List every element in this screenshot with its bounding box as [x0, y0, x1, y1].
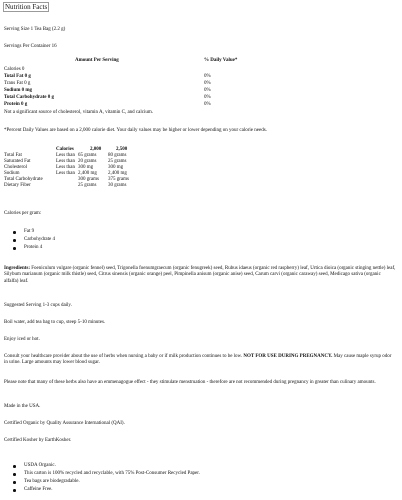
dv-header-2500: 2,500 [116, 147, 128, 152]
nutrient-row [4, 88, 234, 95]
list-item: Protein 4 [4, 245, 204, 253]
nutrient-dv: 0% [204, 81, 211, 86]
nutrient-name: Total Carbohydrate 0 g [4, 95, 54, 100]
nutrient-row [4, 95, 234, 102]
dv-nutrient: Total Fat [4, 153, 22, 158]
dv-2500: 2,400 mg [108, 171, 127, 176]
suggested-serving: Suggested Serving 1-3 cups daily. [4, 303, 72, 308]
nutrient-dv: 0% [204, 74, 211, 79]
dv-2000: 2,400 mg [78, 171, 97, 176]
dv-qualifier: Less than [56, 159, 76, 164]
daily-values-table [4, 147, 146, 189]
boil-instructions: Boil water, add tea bag to cup, steep 5-10 minutes. [4, 320, 106, 325]
nutrient-row [4, 81, 234, 88]
nutrient-name: Protein 0 g [4, 102, 28, 107]
calories-per-gram-list [4, 229, 204, 253]
list-item: Fat 9 [4, 229, 204, 237]
nutrient-row [4, 74, 234, 81]
daily-value-header: % Daily Value* [204, 58, 238, 63]
list-item: Tea bags are biodegradable. [4, 479, 394, 487]
enjoy-note: Enjoy iced or hot. [4, 337, 40, 342]
certified-organic: Certified Organic by Quality Assurance International (QAI). [4, 421, 125, 426]
dv-qualifier: Less than [56, 153, 76, 158]
servings-per-container: Servings Per Container 16 [4, 44, 57, 49]
pregnancy-warning: NOT FOR USE DURING PREGNANCY. [243, 354, 333, 359]
warning-paragraph [4, 354, 396, 367]
not-significant-note: Not a significant source of cholesterol, vitamin A, vitamin C, and calcium. [4, 110, 153, 115]
dv-nutrient: Total Carbohydrate [4, 177, 43, 182]
dv-2500: 25 grams [108, 159, 127, 164]
dv-qualifier: Less than [56, 171, 76, 176]
dv-2000: 20 grams [78, 159, 97, 164]
nutrient-name: Calories 0 [4, 67, 25, 72]
dv-nutrient: Dietary Fiber [4, 183, 31, 188]
amount-per-serving-header: Amount Per Serving [75, 58, 119, 63]
final-list [4, 463, 394, 495]
dv-2000: 300 grams [78, 177, 99, 182]
nutrient-name: Trans Fat 0 g [4, 81, 31, 86]
nutrient-dv: 0% [204, 95, 211, 100]
dv-2000: 65 grams [78, 153, 97, 158]
dv-nutrient: Saturated Fat [4, 159, 31, 164]
page-title: Nutrition Facts [5, 3, 48, 11]
dv-qualifier: Less than [56, 165, 76, 170]
nutrient-name: Total Fat 0 g [4, 74, 31, 79]
ingredients-text: Foeniculum vulgare (organic fennel) seed, Trigonella foenumgraecum (organic fenugreek) seed, Rubus idaeus (organic red raspberry) leaf, Urtica dioica (organic stinging nettle) leaf, Silybum marianum (organic milk thistle) seed, Citrus sinensis (organic orange) peel, Pimpinella anisum (organic anise) seed, Carum carvi (organic caraway) seed, Medicago sativa (organic alfalfa) leaf. [4, 266, 396, 284]
dv-header-2000: 2,000 [90, 147, 102, 152]
ingredients-label: Ingredients: [4, 266, 31, 271]
nutrient-table [4, 67, 234, 109]
dv-qualifier [56, 183, 78, 189]
dv-2500: 300 mg [108, 165, 124, 170]
list-item: USDA Organic. [4, 463, 394, 471]
nutrient-name: Sodium 0 mg [4, 88, 33, 93]
list-item: This carton is 100% recycled and recyclable, with 75% Post-Consumer Recycled Paper. [4, 471, 394, 479]
nutrient-dv: 0% [204, 88, 211, 93]
certified-kosher: Certified Kosher by EarthKosher. [4, 438, 72, 443]
ingredients-paragraph [4, 266, 396, 285]
consult-text: Consult your healthcare provider about the use of herbs when nursing a baby or if milk production continues to be low. [4, 354, 244, 359]
nutrient-dv: 0% [204, 102, 211, 107]
percent-dv-note: *Percent Daily Values are based on a 2,000 calorie diet. Your daily values may be higher or lower depending on your calorie needs. [4, 128, 267, 133]
nutrient-row [4, 102, 234, 109]
dv-2000: 25 grams [78, 183, 97, 188]
dv-2500: 375 grams [108, 177, 129, 182]
dv-header-calories: Calories [56, 147, 74, 152]
dv-row [4, 183, 146, 189]
calories-per-gram: Calories per gram: [4, 211, 42, 216]
dv-nutrient: Cholesterol [4, 165, 28, 170]
list-item: Caffeine Free. [4, 487, 394, 495]
emmenagogue-note: Please note that many of these herbs also have an emmenagogue effect - they stimulate menstruation - therefore are not recommended during pregnancy in greater than culinary amounts. [4, 380, 376, 385]
list-item: Carbohydrate 4 [4, 237, 204, 245]
dv-2500: 80 grams [108, 153, 127, 158]
made-in: Made in the USA. [4, 404, 41, 409]
dv-2000: 300 mg [78, 165, 94, 170]
dv-2500: 30 grams [108, 183, 127, 188]
nutrient-row [4, 67, 234, 74]
consult-tail: May cause maple syrup odor in urine. Large amounts may lower blood sugar. [4, 354, 392, 366]
serving-size: Serving Size 1 Tea Bag (2.2 g) [4, 27, 66, 32]
dv-nutrient: Sodium [4, 171, 20, 176]
